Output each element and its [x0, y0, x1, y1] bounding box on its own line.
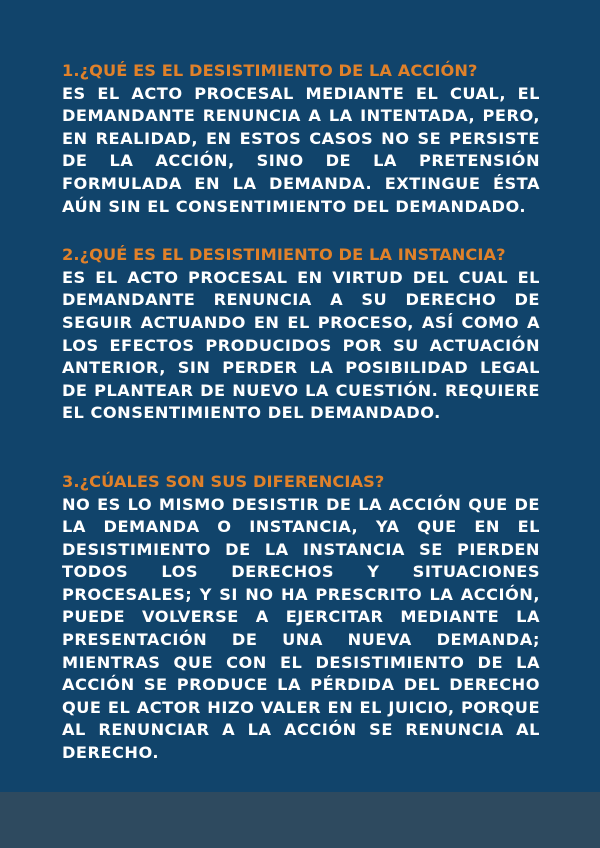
section-heading: 3.¿CÚALES SON SUS DIFERENCIAS?: [62, 471, 385, 491]
section-desistimiento-instancia: [62, 244, 540, 425]
section-heading: 2.¿QUÉ ES EL DESISTIMIENTO DE LA INSTANCIA?: [62, 245, 506, 265]
section-diferencias: [62, 471, 540, 765]
section-desistimiento-accion: [62, 60, 540, 218]
section-body: ES EL ACTO PROCESAL EN VIRTUD DEL CUAL EL DEMANDANTE RENUNCIA A SU DERECHO DE SEGUIR ACTUANDO EN EL PROCESO, ASÍ COMO A LOS EFECTOS PRODUCIDOS POR SU ACTUACIÓN ANTERIOR, SIN PERDER LA POSIBILIDAD LEGAL DE PLANTEAR DE NUEVO LA CUESTIÓN. REQUIERE EL CONSENTIMIENTO DEL DEMANDADO.: [62, 267, 540, 423]
section-heading: 1.¿QUÉ ES EL DESISTIMIENTO DE LA ACCIÓN?: [62, 61, 478, 80]
section-body: NO ES LO MISMO DESISTIR DE LA ACCIÓN QUE DE LA DEMANDA O INSTANCIA, YA QUE EN EL DESISTIMIENTO DE LA INSTANCIA SE PIERDEN TODOS LOS DERECHOS Y SITUACIONES PROCESALES; Y SI NO HA PRESCRITO LA ACCIÓN, PUEDE VOLVERSE A EJERCITAR MEDIANTE LA PRESENTACIÓN DE UNA NUEVA DEMANDA; MIENTRAS QUE CON EL DESISTIMIENTO DE LA ACCIÓN SE PRODUCE LA PÉRDIDA DEL DERECHO QUE EL ACTOR HIZO VALER EN EL JUICIO, PORQUE AL RENUNCIAR A LA ACCIÓN SE RENUNCIA AL DERECHO.: [62, 494, 540, 763]
footer-band: [0, 792, 600, 848]
section-body: ES EL ACTO PROCESAL MEDIANTE EL CUAL, EL DEMANDANTE RENUNCIA A LA INTENTADA, PERO, EN REALIDAD, EN ESTOS CASOS NO SE PERSISTE DE LA ACCIÓN, SINO DE LA PRETENSIÓN FORMULADA EN LA DEMANDA. EXTINGUE ÉSTA AÚN SIN EL CONSENTIMIENTO DEL DEMANDADO.: [62, 83, 540, 216]
document-content: [62, 60, 540, 765]
